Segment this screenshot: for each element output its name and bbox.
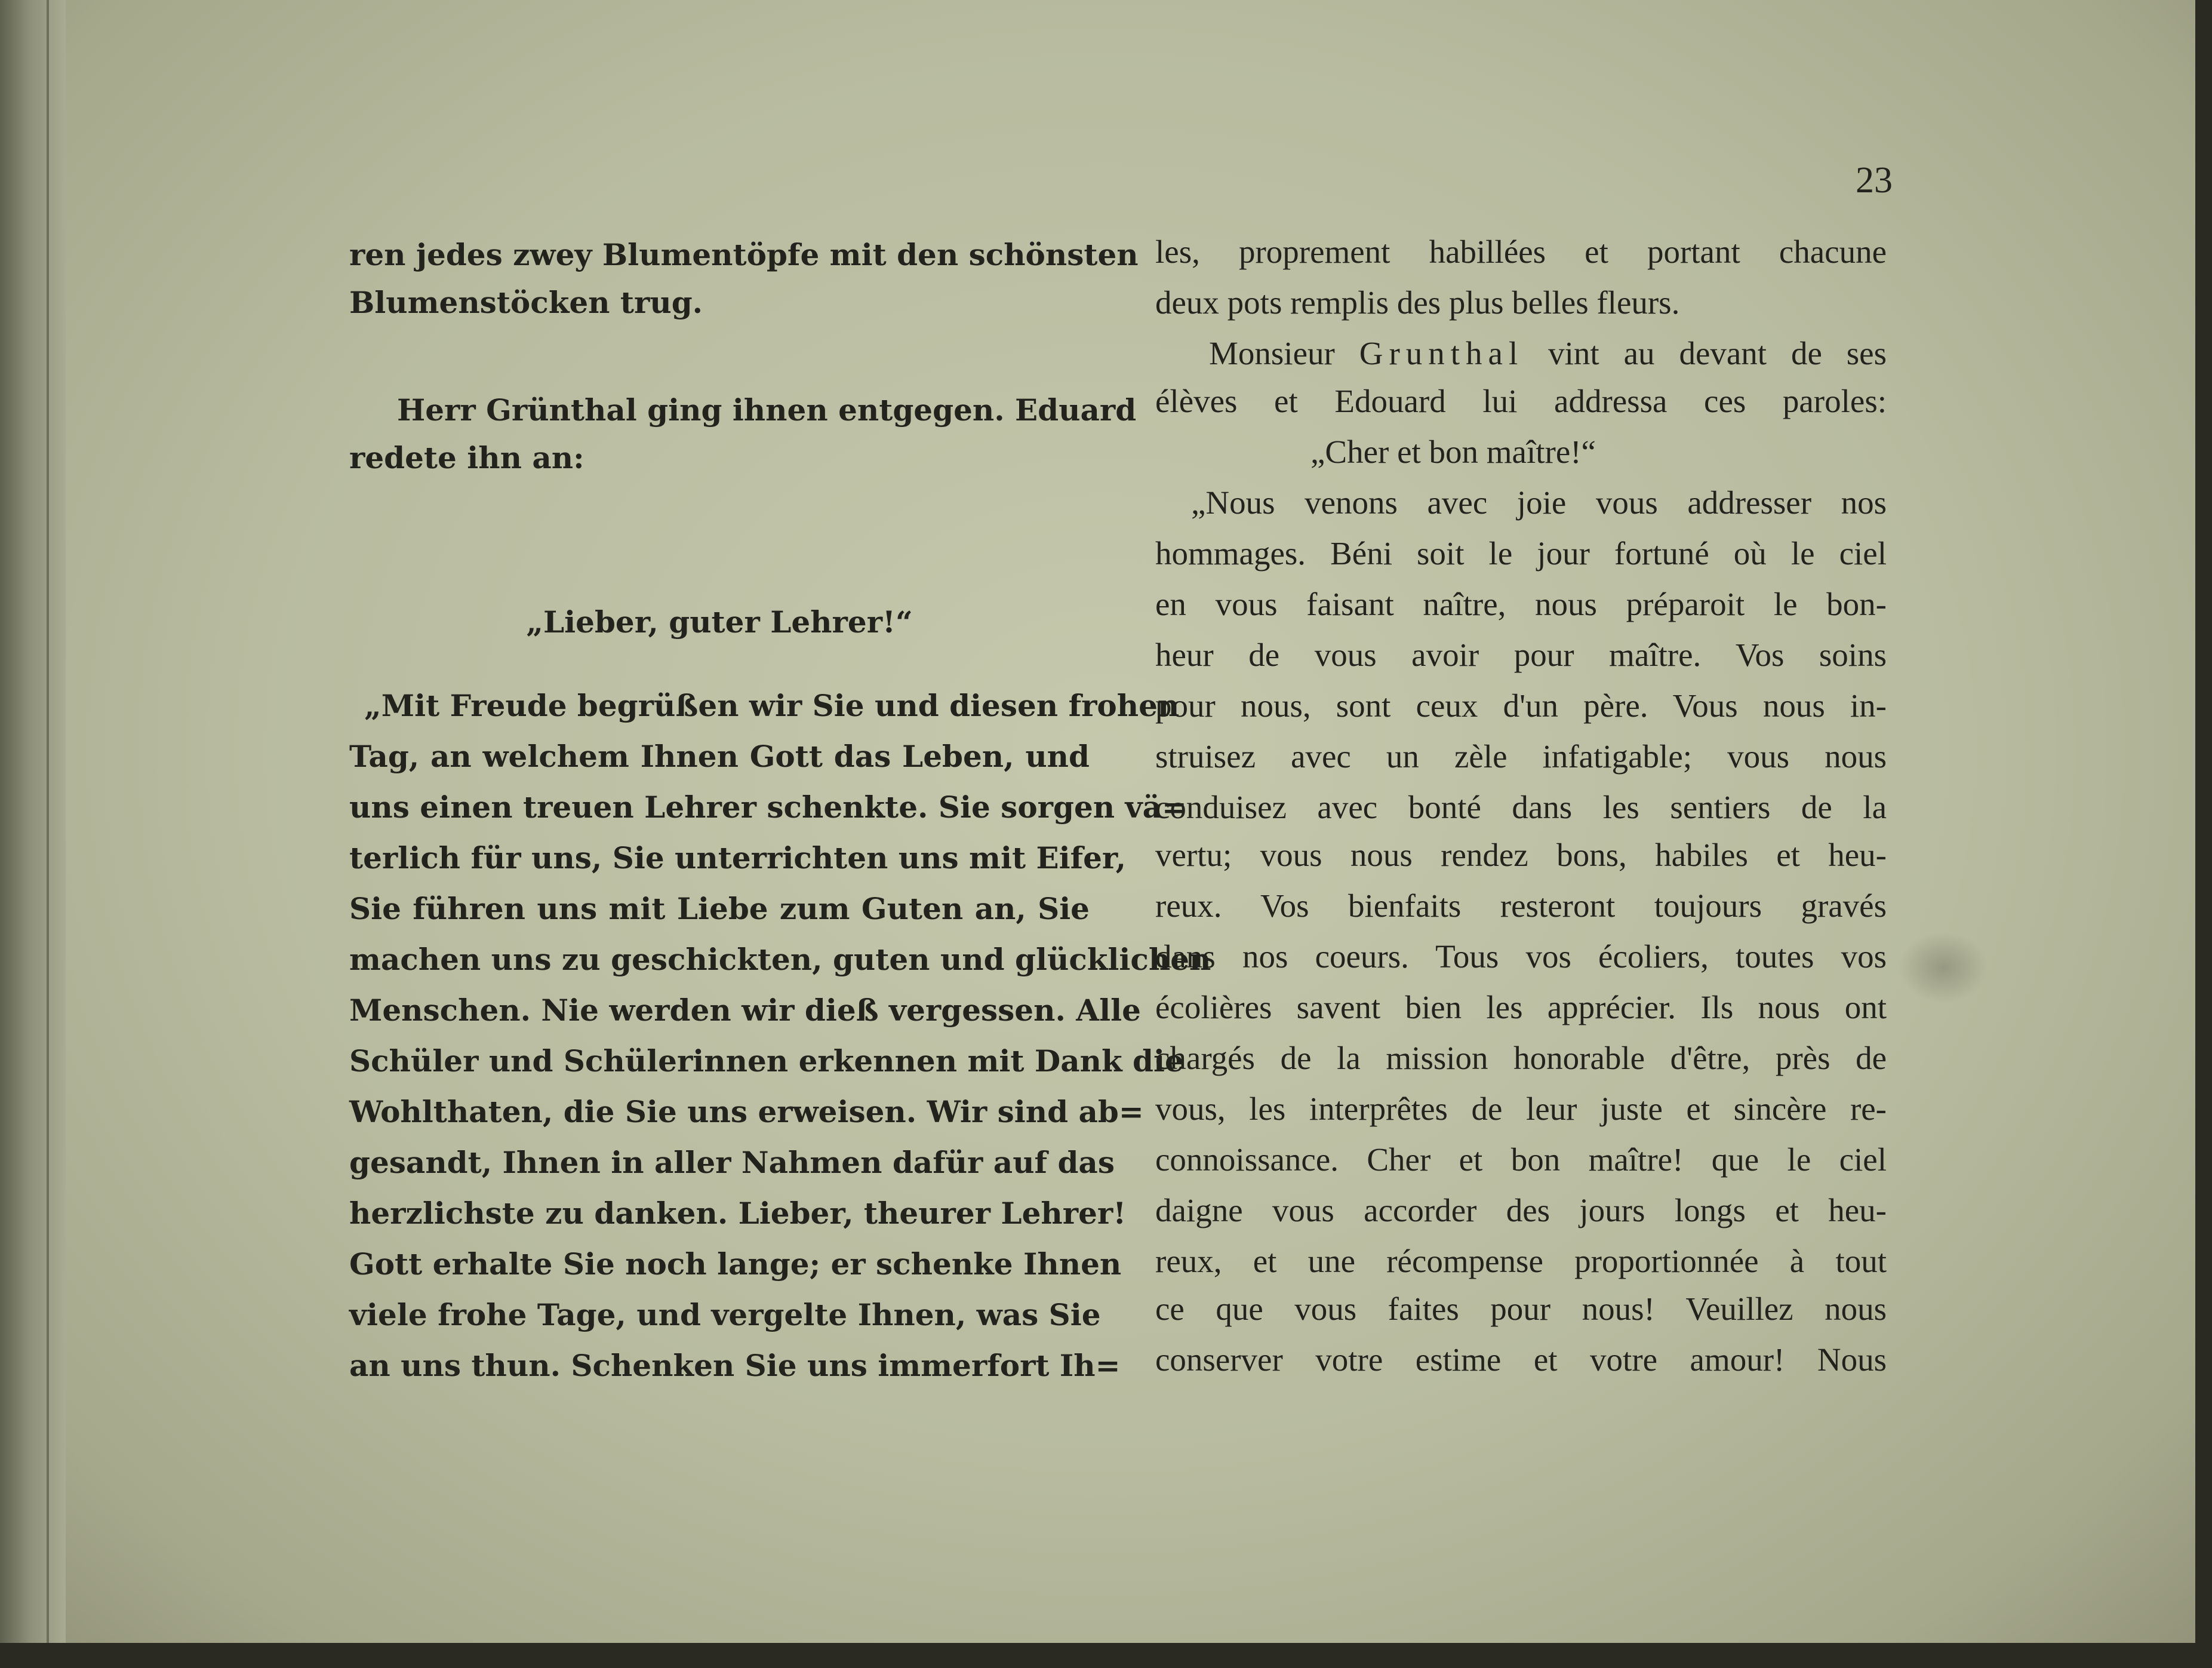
book-binding (0, 0, 66, 1668)
german-line: Gott erhalte Sie noch lange; er schenke Ihnen (349, 1246, 1122, 1282)
german-line: terlich für uns, Sie unterrichten uns mit Eifer, (349, 840, 1127, 876)
french-line: reux. Vos bienfaits resteront toujours gravés (1155, 887, 1887, 924)
german-line: machen uns zu geschickten, guten und glücklichen (349, 942, 1211, 977)
french-line: élèves et Edouard lui addressa ces paroles: (1155, 383, 1887, 419)
french-line: hommages. Béni soit le jour fortuné où le ciel (1155, 535, 1887, 572)
french-line: daigne vous accorder des jours longs et heu- (1155, 1192, 1887, 1228)
french-line: conserver votre estime et votre amour! Nous (1155, 1341, 1887, 1378)
french-line: en vous faisant naître, nous préparoit le bon- (1155, 586, 1887, 622)
german-line: „Mit Freude begrüßen wir Sie und diesen frohen (364, 688, 1180, 723)
french-line-monsieur (1155, 328, 1887, 379)
french-word: vint au devant de ses (1548, 335, 1887, 371)
german-line: Wohlthaten, die Sie uns erweisen. Wir sind ab= (349, 1094, 1144, 1129)
french-line: connoissance. Cher et bon maître! que le ciel (1155, 1141, 1887, 1178)
german-line: viele frohe Tage, und vergelte Ihnen, was Sie (349, 1297, 1101, 1332)
german-line: Schüler und Schülerinnen erkennen mit Dank die (349, 1043, 1184, 1079)
german-line: Herr Grünthal ging ihnen entgegen. Eduard (397, 392, 1137, 428)
page-edge-bottom (0, 1643, 2212, 1668)
german-line: Tag, an welchem Ihnen Gott das Leben, und (349, 739, 1090, 774)
french-line: chargés de la mission honorable d'être, près de (1155, 1040, 1887, 1076)
german-line: Blumenstöcken trug. (349, 285, 703, 320)
french-line: deux pots remplis des plus belles fleurs. (1155, 284, 1680, 321)
page-edge-right (2195, 0, 2212, 1668)
binding-stitch-line (47, 0, 49, 1668)
french-line: reux, et une récompense proportionnée à tout (1155, 1243, 1887, 1279)
french-line: „Nous venons avec joie vous addresser nos (1191, 484, 1887, 521)
french-line: ce que vous faites pour nous! Veuillez nous (1155, 1291, 1887, 1327)
french-salutation: „Cher et bon maître!“ (1310, 434, 1596, 470)
french-line: écolières savent bien les apprécier. Ils nous ont (1155, 989, 1887, 1025)
german-salutation: „Lieber, guter Lehrer!“ (526, 604, 913, 640)
german-line: an uns thun. Schenken Sie uns immerfort Ih= (349, 1348, 1121, 1383)
page-number: 23 (1856, 160, 1893, 201)
french-name-grunthal: Grunthal (1359, 335, 1524, 371)
french-line: heur de vous avoir pour maître. Vos soins (1155, 637, 1887, 673)
german-line: redete ihn an: (349, 440, 584, 475)
paper-stain (1899, 932, 1988, 1003)
german-line: herzlichste zu danken. Lieber, theurer Lehrer! (349, 1196, 1127, 1231)
french-word: Monsieur (1209, 335, 1335, 371)
french-line: conduisez avec bonté dans les sentiers de la (1155, 789, 1887, 825)
french-line: vous, les interprêtes de leur juste et sincère re- (1155, 1091, 1887, 1127)
french-line: struisez avec un zèle infatigable; vous nous (1155, 738, 1887, 775)
french-line: pour nous, sont ceux d'un père. Vous nous in- (1155, 687, 1887, 724)
german-line: ren jedes zwey Blumentöpfe mit den schönsten (349, 237, 1139, 272)
german-line: gesandt, Ihnen in aller Nahmen dafür auf das (349, 1145, 1115, 1180)
german-line: Menschen. Nie werden wir dieß vergessen. Alle (349, 993, 1141, 1028)
german-line: Sie führen uns mit Liebe zum Guten an, Sie (349, 891, 1090, 926)
french-line: les, proprement habillées et portant chacune (1155, 234, 1887, 270)
german-line: uns einen treuen Lehrer schenkte. Sie sorgen vä= (349, 790, 1187, 825)
french-line: vertu; vous nous rendez bons, habiles et heu- (1155, 837, 1887, 873)
french-line: dans nos coeurs. Tous vos écoliers, toutes vos (1155, 938, 1887, 975)
